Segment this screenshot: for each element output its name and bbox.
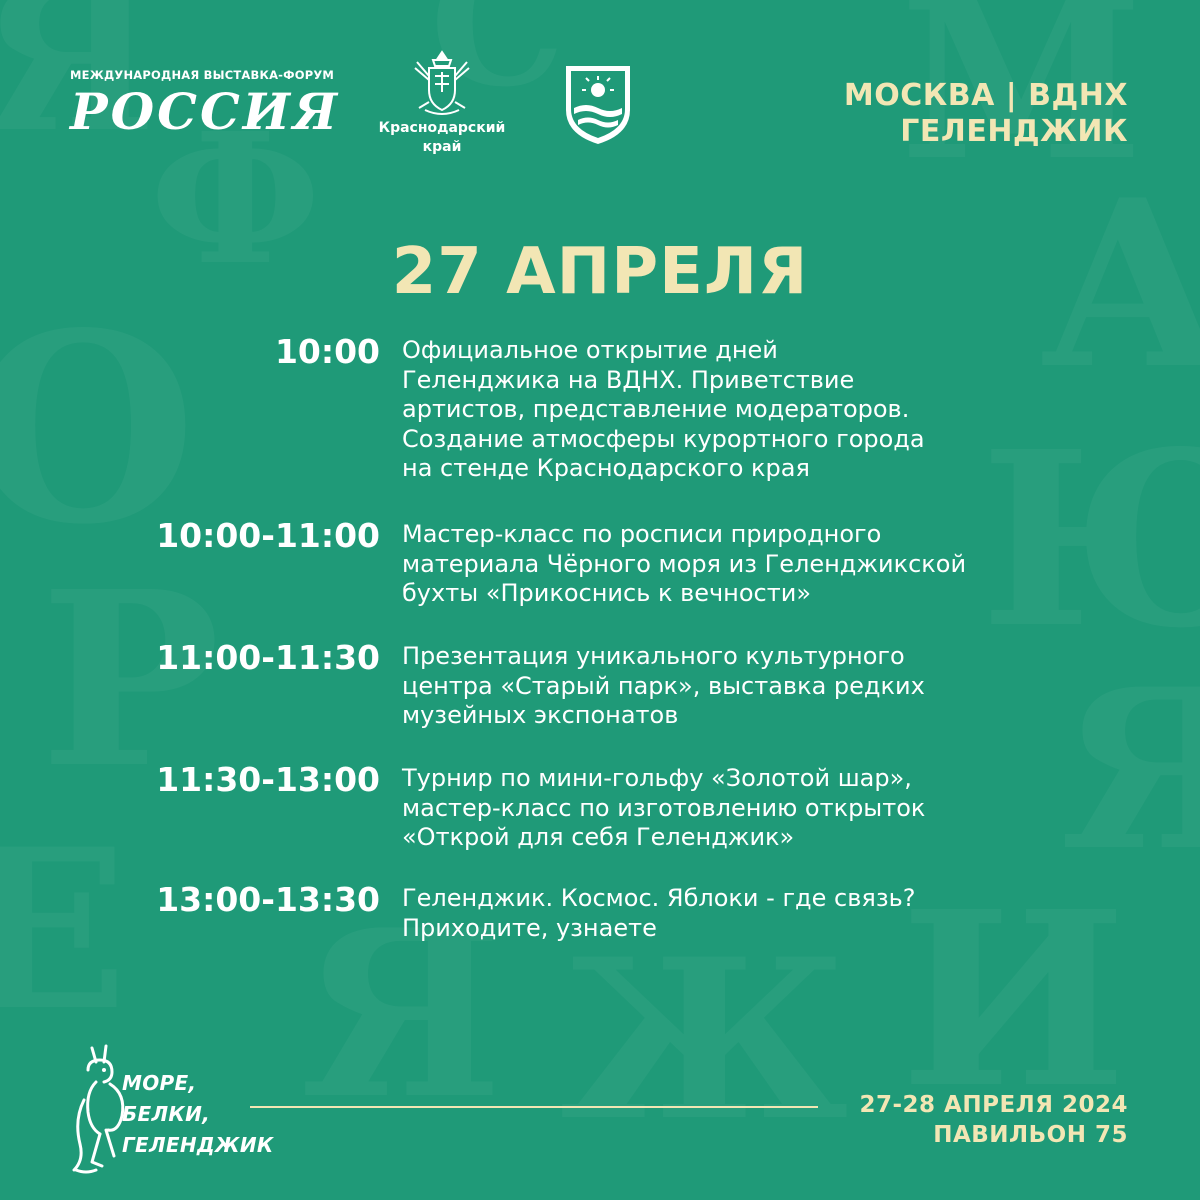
krai-name-line1: Краснодарский bbox=[378, 120, 506, 136]
page-title: 27 АПРЕЛЯ bbox=[391, 235, 809, 309]
footer-slogan bbox=[122, 1068, 274, 1161]
forum-caption: МЕЖДУНАРОДНАЯ ВЫСТАВКА-ФОРУМ bbox=[70, 68, 335, 82]
gelendzhik-coat-of-arms-icon bbox=[562, 62, 634, 148]
footer-dates bbox=[859, 1090, 1128, 1150]
krai-name-line2: край bbox=[422, 139, 462, 155]
event-description: Геленджик. Космос. Яблоки - где связь? Приходите, узнаете bbox=[402, 884, 916, 942]
location-line1: МОСКВА | ВДНХ bbox=[843, 78, 1128, 113]
event-time: 11:30-13:00 bbox=[156, 760, 380, 799]
event-description: Турнир по мини-гольфу «Золотой шар», мастер-класс по изготовлению открыток «Открой для себя Геленджик» bbox=[402, 764, 926, 851]
event-dates: 27-28 АПРЕЛЯ 2024 bbox=[859, 1092, 1128, 1118]
event-description: Официальное открытие дней Геленджика на ВДНХ. Приветствие артистов, представление модераторов. Создание атмосферы курортного города на стенде Краснодарского края bbox=[402, 336, 925, 482]
slogan-line2: БЕЛКИ, bbox=[122, 1102, 211, 1126]
event-description: Презентация уникального культурного центра «Старый парк», выставка редких музейных экспонатов bbox=[402, 642, 925, 729]
header bbox=[0, 0, 1200, 200]
forum-logo-text: РОССИЯ bbox=[70, 82, 341, 141]
event-time: 11:00-11:30 bbox=[156, 638, 380, 677]
event-time: 10:00 bbox=[274, 332, 380, 371]
russia-forum-logo bbox=[70, 68, 340, 140]
pavilion-number: ПАВИЛЬОН 75 bbox=[933, 1122, 1128, 1148]
footer-divider bbox=[250, 1106, 818, 1108]
krasnodar-krai-logo bbox=[372, 48, 512, 156]
event-time: 13:00-13:30 bbox=[156, 880, 380, 919]
event-location bbox=[844, 78, 1128, 150]
slogan-line3: ГЕЛЕНДЖИК bbox=[122, 1133, 274, 1157]
location-line2: ГЕЛЕНДЖИК bbox=[900, 114, 1128, 149]
event-description: Мастер-класс по росписи природного материала Чёрного моря из Геленджикской бухты «Прикоснись к вечности» bbox=[402, 520, 967, 607]
event-time: 10:00-11:00 bbox=[156, 516, 380, 555]
krasnodar-krai-coat-of-arms-icon bbox=[407, 48, 477, 118]
slogan-line1: МОРЕ, bbox=[122, 1071, 197, 1095]
